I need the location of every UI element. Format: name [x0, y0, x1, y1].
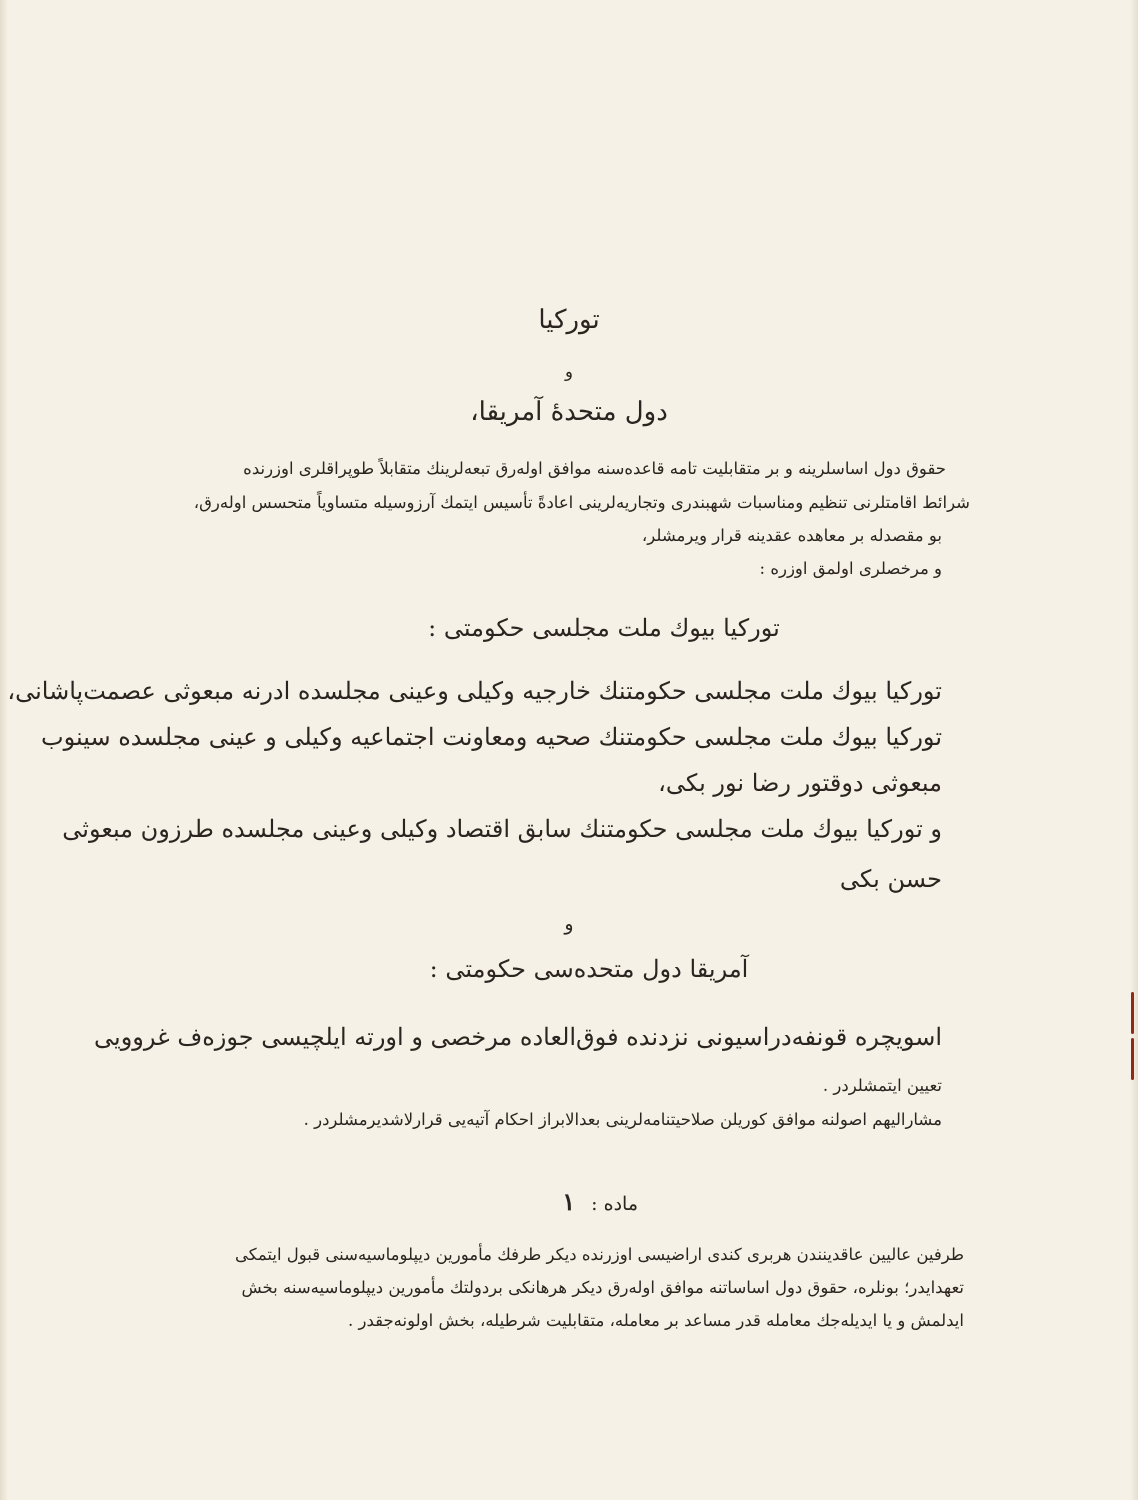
binding-mark: [1131, 992, 1134, 1034]
usa-delegate-line-1: اسویچره قونفه‌دراسیونی نزدنده فوق‌العاده مرخصی و اورته ایلچیسی جوزه‌ف غروویی: [94, 1023, 942, 1051]
usa-delegate-line-2: تعیین ایتمشلردر .: [822, 1076, 942, 1095]
usa-heading: آمریقا دول متحده‌سی حکومتی :: [429, 955, 749, 983]
connector-and: و: [564, 913, 574, 935]
article-line-3: ایدلمش و یا ایدیله‌جك معامله قدر مساعد بر معامله، متقابلیت شرطیله، بخش اولونه‌جقدر .: [348, 1311, 964, 1330]
usa-closing: مشارالیهم اصولنه موافق کوریلن صلاحیتنامه‌لرینی بعدالابراز احکام آتیه‌یی قرارلاشدیرمشلردر .: [303, 1110, 942, 1129]
binding-mark: [1131, 1038, 1134, 1080]
turkey-delegate-3-line-2: حسن بکی: [839, 865, 942, 893]
title-and: و: [565, 362, 573, 381]
article-number: ١: [562, 1187, 576, 1216]
page-left-edge: [0, 0, 8, 1500]
turkey-delegate-2-line-2: مبعوثی دوقتور رضا نور بکی،: [658, 769, 942, 797]
preamble-line-3: بو مقصدله بر معاهده عقدینه قرار ویرمشلر،: [641, 526, 942, 545]
title-usa: دول متحدهٔ آمریقا،: [470, 397, 668, 427]
preamble-line-4: و مرخصلری اولمق اوزره :: [759, 559, 942, 578]
preamble-line-2: شرائط اقامتلرنی تنظیم ومناسبات شهبندری وتجاریه‌لرینی اعادةً تأسیس ایتمك آرزوسیله متساویاً متحسس اوله‌رق،: [193, 493, 970, 512]
turkey-delegate-2-line-1: تورکیا بیوك ملت مجلسی حکومتنك صحیه ومعاونت اجتماعیه وکیلی و عینی مجلسده سینوب: [40, 723, 942, 751]
article-line-1: طرفین عالیین عاقدینندن هربری کندی اراضیسی اوزرنده دیکر طرفك مأمورین دیپلوماسیه‌سنی قبول ایتمکی: [234, 1245, 964, 1264]
turkey-delegate-1: تورکیا بیوك ملت مجلسی حکومتنك خارجیه وکیلی وعینی مجلسده ادرنه مبعوثی عصمت‌پاشانی،: [7, 677, 942, 705]
article-label: [562, 1187, 638, 1216]
turkey-heading: تورکیا بیوك ملت مجلسی حکومتی :: [428, 614, 780, 642]
page-right-edge: [1130, 0, 1138, 1500]
title-turkey: تورکیا: [538, 305, 600, 335]
article-label-text: ماده :: [591, 1193, 638, 1215]
article-line-2: تعهدایدر؛ بونلره، حقوق دول اساساتنه موافق اوله‌رق دیکر هرهانکی بردولتك مأمورین دیپلوماسیه‌سنه بخش: [241, 1278, 964, 1297]
turkey-delegate-3-line-1: و تورکیا بیوك ملت مجلسی حکومتنك سابق اقتصاد وکیلی وعینی مجلسده طرزون مبعوثی: [62, 815, 942, 843]
preamble-line-1: حقوق دول اساسلرینه و بر متقابلیت تامه قاعده‌سنه موافق اوله‌رق تبعه‌لرینك متقابلاً طوپراقلری اوزرنده: [243, 459, 946, 478]
